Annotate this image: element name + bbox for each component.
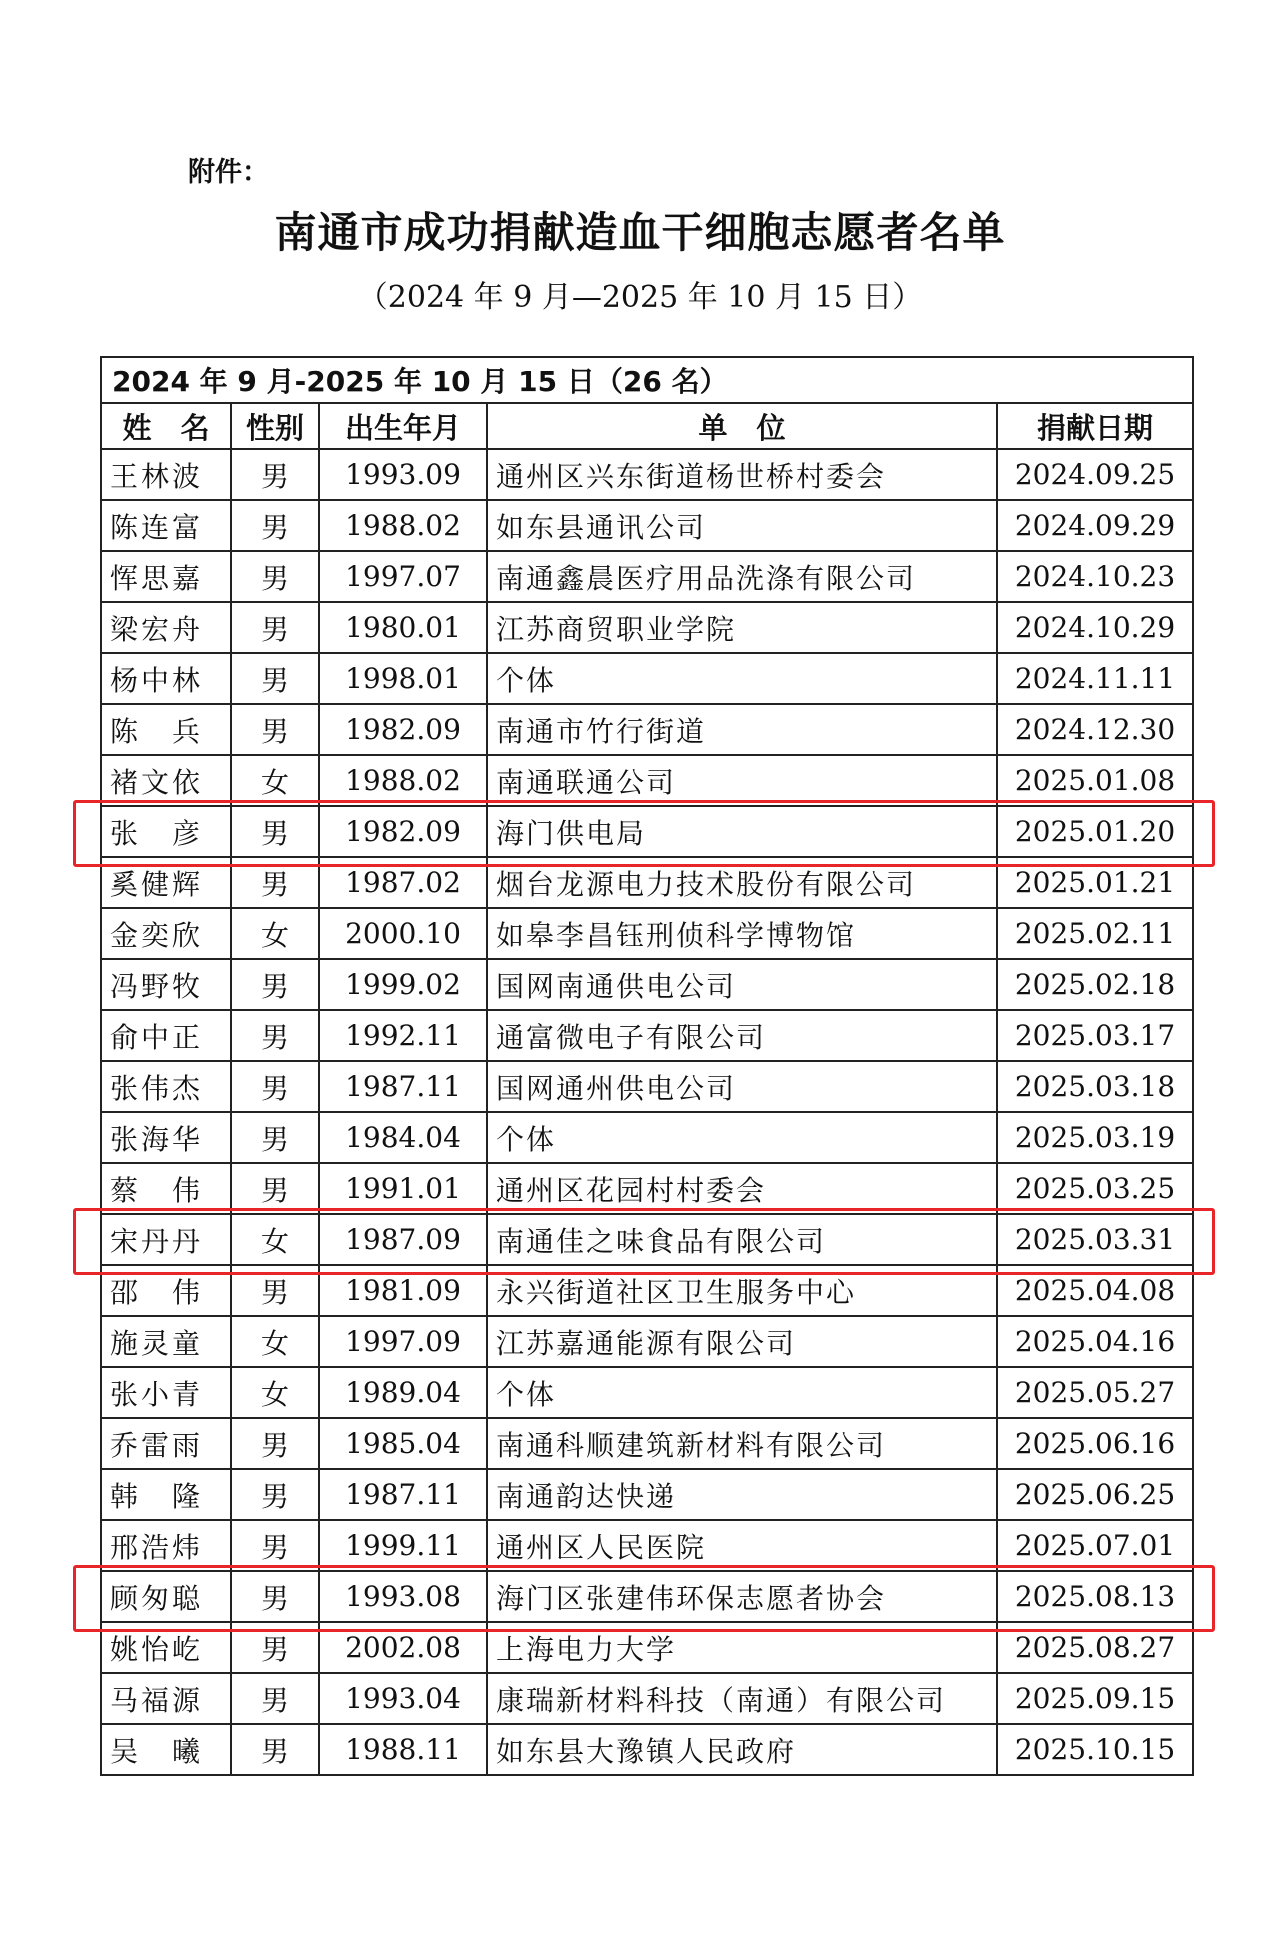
donor-unit: 个体	[487, 653, 997, 704]
table-row	[101, 704, 1193, 755]
donor-unit: 如东县通讯公司	[487, 500, 997, 551]
donor-name: 陈连富	[101, 500, 231, 551]
donor-birth: 1982.09	[319, 704, 487, 755]
table-row	[101, 1469, 1193, 1520]
donation-date: 2025.04.16	[997, 1316, 1193, 1367]
donor-name: 张海华	[101, 1112, 231, 1163]
donor-birth: 1988.02	[319, 500, 487, 551]
donation-date: 2025.07.01	[997, 1520, 1193, 1571]
donation-date: 2024.11.11	[997, 653, 1193, 704]
column-header-gender: 性别	[231, 403, 319, 449]
donor-gender: 男	[231, 857, 319, 908]
donation-date: 2025.10.15	[997, 1724, 1193, 1775]
table-row	[101, 602, 1193, 653]
donor-birth: 1992.11	[319, 1010, 487, 1061]
donor-birth: 1980.01	[319, 602, 487, 653]
donor-birth: 1993.04	[319, 1673, 487, 1724]
donor-name: 陈 兵	[101, 704, 231, 755]
donor-unit: 南通佳之味食品有限公司	[487, 1214, 997, 1265]
donor-name: 奚健辉	[101, 857, 231, 908]
donor-name: 施灵童	[101, 1316, 231, 1367]
donor-birth: 1987.09	[319, 1214, 487, 1265]
donor-birth: 2000.10	[319, 908, 487, 959]
donor-gender: 男	[231, 806, 319, 857]
table-row	[101, 1061, 1193, 1112]
donor-unit: 如皋李昌钰刑侦科学博物馆	[487, 908, 997, 959]
donor-birth: 1993.08	[319, 1571, 487, 1622]
donor-gender: 女	[231, 1367, 319, 1418]
column-header-date: 捐献日期	[997, 403, 1193, 449]
table-row	[101, 1163, 1193, 1214]
donor-birth: 1997.09	[319, 1316, 487, 1367]
donation-date: 2024.10.23	[997, 551, 1193, 602]
donor-gender: 男	[231, 1163, 319, 1214]
donor-unit: 个体	[487, 1367, 997, 1418]
donor-name: 杨中林	[101, 653, 231, 704]
donation-date: 2024.09.25	[997, 449, 1193, 500]
donation-date: 2025.03.25	[997, 1163, 1193, 1214]
table-row	[101, 653, 1193, 704]
column-header-name: 姓 名	[101, 403, 231, 449]
donor-gender: 男	[231, 704, 319, 755]
donor-table	[100, 356, 1194, 1776]
donor-name: 姚怡屹	[101, 1622, 231, 1673]
donor-birth: 1988.02	[319, 755, 487, 806]
donation-date: 2025.01.21	[997, 857, 1193, 908]
donor-birth: 1982.09	[319, 806, 487, 857]
table-row	[101, 449, 1193, 500]
donor-gender: 男	[231, 449, 319, 500]
donor-birth: 1999.02	[319, 959, 487, 1010]
donor-unit: 国网南通供电公司	[487, 959, 997, 1010]
donor-unit: 江苏嘉通能源有限公司	[487, 1316, 997, 1367]
table-row	[101, 1571, 1193, 1622]
table-row	[101, 1724, 1193, 1775]
donor-name: 邵 伟	[101, 1265, 231, 1316]
donor-name: 俞中正	[101, 1010, 231, 1061]
donation-date: 2025.03.31	[997, 1214, 1193, 1265]
column-header-unit: 单 位	[487, 403, 997, 449]
donor-birth: 1997.07	[319, 551, 487, 602]
donor-name: 张小青	[101, 1367, 231, 1418]
donor-birth: 1987.11	[319, 1061, 487, 1112]
donor-name: 宋丹丹	[101, 1214, 231, 1265]
table-row	[101, 959, 1193, 1010]
table-row	[101, 1214, 1193, 1265]
donor-unit: 永兴街道社区卫生服务中心	[487, 1265, 997, 1316]
donation-date: 2025.06.16	[997, 1418, 1193, 1469]
donation-date: 2024.09.29	[997, 500, 1193, 551]
column-header-row	[101, 403, 1193, 449]
donor-unit: 国网通州供电公司	[487, 1061, 997, 1112]
donor-gender: 女	[231, 755, 319, 806]
donor-name: 乔雷雨	[101, 1418, 231, 1469]
donation-date: 2025.05.27	[997, 1367, 1193, 1418]
donor-gender: 男	[231, 1571, 319, 1622]
donor-name: 张伟杰	[101, 1061, 231, 1112]
donor-gender: 男	[231, 653, 319, 704]
table-row	[101, 551, 1193, 602]
donor-gender: 男	[231, 1010, 319, 1061]
period-header: 2024 年 9 月-2025 年 10 月 15 日（26 名）	[101, 357, 1193, 403]
table-row	[101, 908, 1193, 959]
donor-unit: 海门供电局	[487, 806, 997, 857]
donor-name: 顾匆聪	[101, 1571, 231, 1622]
donor-gender: 男	[231, 1469, 319, 1520]
donor-name: 韩 隆	[101, 1469, 231, 1520]
donor-birth: 1998.01	[319, 653, 487, 704]
donor-birth: 1981.09	[319, 1265, 487, 1316]
donation-date: 2025.03.17	[997, 1010, 1193, 1061]
table-row	[101, 857, 1193, 908]
donor-gender: 男	[231, 1418, 319, 1469]
donor-unit: 南通鑫晨医疗用品洗涤有限公司	[487, 551, 997, 602]
donor-birth: 2002.08	[319, 1622, 487, 1673]
donor-unit: 如东县大豫镇人民政府	[487, 1724, 997, 1775]
donation-date: 2025.06.25	[997, 1469, 1193, 1520]
document-title: 南通市成功捐献造血干细胞志愿者名单	[274, 208, 1006, 257]
donation-date: 2025.01.08	[997, 755, 1193, 806]
donor-name: 梁宏舟	[101, 602, 231, 653]
donor-gender: 男	[231, 551, 319, 602]
table-row	[101, 1265, 1193, 1316]
donor-birth: 1984.04	[319, 1112, 487, 1163]
donor-unit: 南通科顺建筑新材料有限公司	[487, 1418, 997, 1469]
table-row	[101, 1418, 1193, 1469]
donation-date: 2025.08.13	[997, 1571, 1193, 1622]
donor-birth: 1993.09	[319, 449, 487, 500]
donor-unit: 通州区花园村村委会	[487, 1163, 997, 1214]
donor-birth: 1989.04	[319, 1367, 487, 1418]
donor-gender: 女	[231, 1316, 319, 1367]
donor-gender: 女	[231, 908, 319, 959]
donor-gender: 男	[231, 959, 319, 1010]
donor-gender: 男	[231, 1061, 319, 1112]
donor-birth: 1987.11	[319, 1469, 487, 1520]
donor-name: 冯野牧	[101, 959, 231, 1010]
attachment-label: 附件：	[188, 157, 269, 188]
donor-gender: 男	[231, 1520, 319, 1571]
donor-birth: 1987.02	[319, 857, 487, 908]
table-row	[101, 1622, 1193, 1673]
donation-date: 2025.03.19	[997, 1112, 1193, 1163]
donor-name: 金奕欣	[101, 908, 231, 959]
donor-name: 恽思嘉	[101, 551, 231, 602]
donor-gender: 男	[231, 602, 319, 653]
donor-unit: 南通市竹行街道	[487, 704, 997, 755]
table-row	[101, 1520, 1193, 1571]
donation-date: 2025.09.15	[997, 1673, 1193, 1724]
donor-gender: 女	[231, 1214, 319, 1265]
donation-date: 2025.08.27	[997, 1622, 1193, 1673]
table-row	[101, 755, 1193, 806]
donor-gender: 男	[231, 1724, 319, 1775]
donor-unit: 江苏商贸职业学院	[487, 602, 997, 653]
table-row	[101, 1673, 1193, 1724]
donor-name: 张 彦	[101, 806, 231, 857]
donor-gender: 男	[231, 500, 319, 551]
donor-gender: 男	[231, 1673, 319, 1724]
donation-date: 2024.10.29	[997, 602, 1193, 653]
donor-birth: 1988.11	[319, 1724, 487, 1775]
donor-unit: 南通韵达快递	[487, 1469, 997, 1520]
donation-date: 2025.03.18	[997, 1061, 1193, 1112]
donor-unit: 海门区张建伟环保志愿者协会	[487, 1571, 997, 1622]
donation-date: 2025.01.20	[997, 806, 1193, 857]
donation-date: 2025.02.11	[997, 908, 1193, 959]
donor-name: 吴 曦	[101, 1724, 231, 1775]
donor-unit: 上海电力大学	[487, 1622, 997, 1673]
donor-name: 马福源	[101, 1673, 231, 1724]
donor-birth: 1985.04	[319, 1418, 487, 1469]
donor-gender: 男	[231, 1265, 319, 1316]
donor-unit: 通州区人民医院	[487, 1520, 997, 1571]
donation-date: 2025.04.08	[997, 1265, 1193, 1316]
donor-unit: 个体	[487, 1112, 997, 1163]
document-subtitle: （2024 年 9 月—2025 年 10 月 15 日）	[357, 280, 923, 315]
donor-unit: 通州区兴东街道杨世桥村委会	[487, 449, 997, 500]
donor-unit: 南通联通公司	[487, 755, 997, 806]
table-row	[101, 1367, 1193, 1418]
donor-unit: 烟台龙源电力技术股份有限公司	[487, 857, 997, 908]
donor-name: 褚文依	[101, 755, 231, 806]
donor-name: 蔡 伟	[101, 1163, 231, 1214]
donation-date: 2025.02.18	[997, 959, 1193, 1010]
table-row	[101, 500, 1193, 551]
donor-name: 王林波	[101, 449, 231, 500]
donor-unit: 康瑞新材料科技（南通）有限公司	[487, 1673, 997, 1724]
donor-gender: 男	[231, 1622, 319, 1673]
table-row	[101, 806, 1193, 857]
table-row	[101, 1010, 1193, 1061]
donation-date: 2024.12.30	[997, 704, 1193, 755]
column-header-birth: 出生年月	[319, 403, 487, 449]
donor-birth: 1991.01	[319, 1163, 487, 1214]
table-row	[101, 1316, 1193, 1367]
table-row	[101, 1112, 1193, 1163]
donor-gender: 男	[231, 1112, 319, 1163]
donor-unit: 通富微电子有限公司	[487, 1010, 997, 1061]
donor-name: 邢浩炜	[101, 1520, 231, 1571]
donor-birth: 1999.11	[319, 1520, 487, 1571]
period-header-row	[101, 357, 1193, 403]
